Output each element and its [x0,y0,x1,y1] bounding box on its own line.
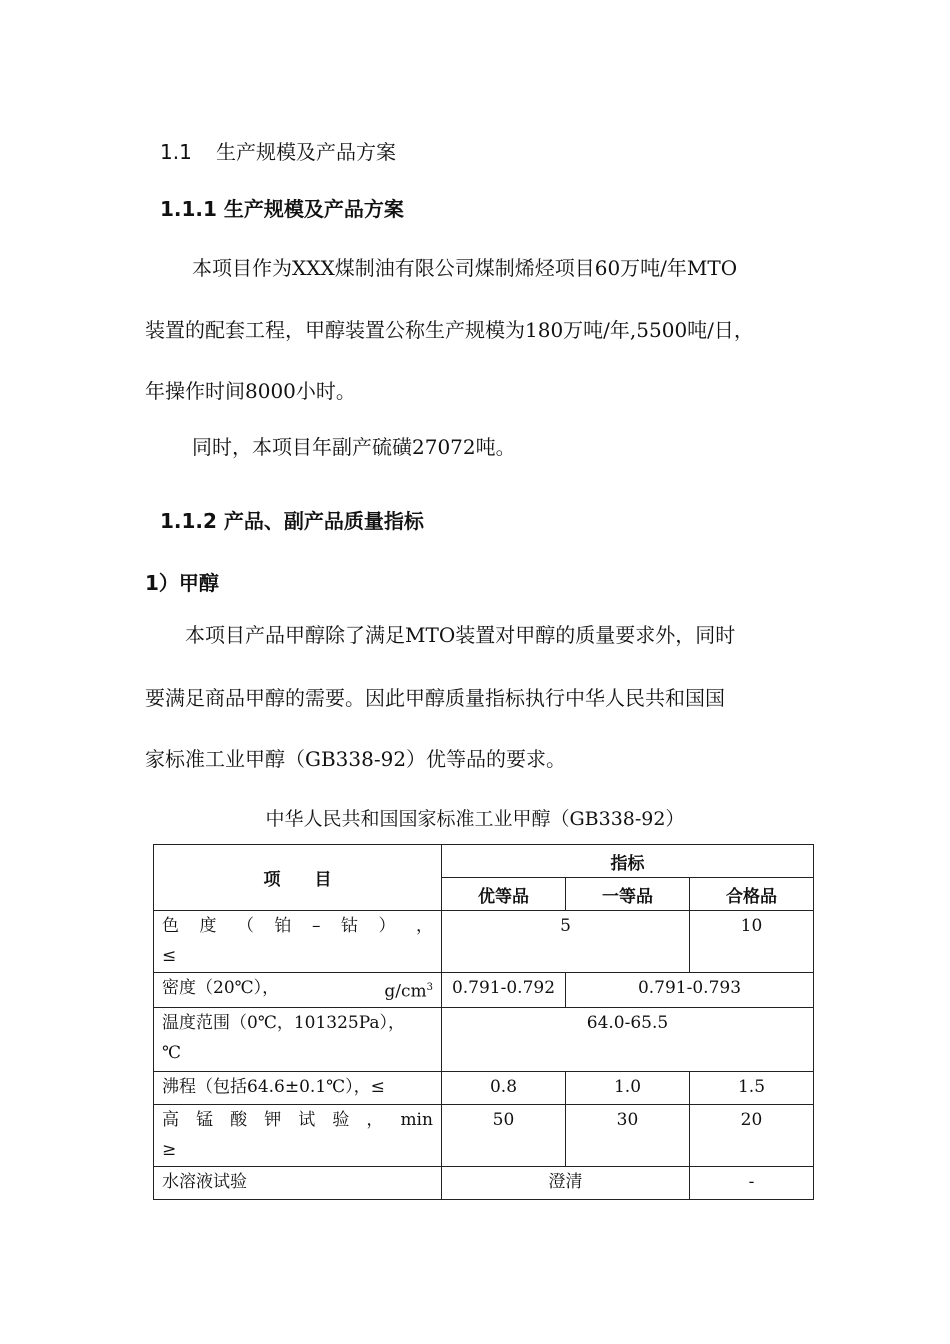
table-row [154,1071,814,1104]
paragraph-1-line-2: 装置的配套工程，甲醇装置公称生产规模为180万吨/年,5500吨/日， [145,318,754,342]
row-kmno4-word: 验 [332,1109,350,1130]
paragraph-1-line-3: 年操作时间8000小时。 [145,379,356,403]
header-item: 项 目 [154,845,442,911]
row-temp-value: 64.0-65.5 [442,1007,814,1071]
paragraph-3-line-1: 本项目产品甲醇除了满足MTO装置对甲醇的质量要求外，同时 [185,623,736,647]
header-grade-first: 一等品 [566,878,690,911]
row-boiling-value-3: 1.5 [690,1071,814,1104]
row-color-value-3: 10 [690,911,814,973]
section-heading [160,136,396,165]
table-row [154,911,814,973]
row-temp-label [154,1007,442,1071]
row-boiling-value-1: 0.8 [442,1071,566,1104]
row-kmno4-label [154,1104,442,1166]
table-row [154,1104,814,1166]
row-temp-line1: 温度范围（0℃，101325Pa）， [162,1012,406,1033]
row-kmno4-word: min [400,1109,433,1130]
row-kmno4-word: 钾 [264,1109,282,1130]
row-color-word: 度 [199,916,217,936]
row-density-line [162,973,433,1007]
row-density-unit [384,973,433,1007]
row-color-line1 [162,911,433,941]
row-density-name: 密度（20℃）， [162,978,280,998]
row-kmno4-value-3: 20 [690,1104,814,1166]
table-row [154,973,814,1008]
row-kmno4-value-1: 50 [442,1104,566,1166]
row-kmno4-line2: ≥ [162,1139,177,1160]
row-boiling-label: 沸程（包括64.6±0.1℃），≤ [154,1071,442,1104]
header-grade-premium: 优等品 [442,878,566,911]
density-unit-text: g/cm [384,981,427,1002]
section-title: 生产规模及产品方案 [216,140,396,164]
paragraph-3-line-3: 家标准工业甲醇（GB338-92）优等品的要求。 [145,747,567,771]
paragraph-2: 同时，本项目年副产硫磺27072吨。 [192,435,516,459]
row-boiling-value-2: 1.0 [566,1071,690,1104]
row-color-word: 钴 [341,916,358,936]
table-row [154,1166,814,1199]
row-color-word: ） [378,916,396,936]
row-density-label [154,973,442,1008]
row-solution-value-12: 澄清 [442,1166,690,1199]
methanol-spec-table [153,844,814,1200]
row-color-word: 色 [162,916,179,936]
row-kmno4-line1 [162,1105,433,1135]
row-density-value-1: 0.791-0.792 [442,973,566,1008]
row-kmno4-value-2: 30 [566,1104,690,1166]
table-row [154,1007,814,1071]
section-number: 1.1 [160,140,192,164]
row-temp-line2: ℃ [162,1042,182,1063]
density-unit-sup: 3 [426,982,433,993]
table-caption: 中华人民共和国国家标准工业甲醇（GB338-92） [265,808,685,830]
row-kmno4-word: 酸 [230,1109,248,1130]
row-kmno4-word: 锰 [196,1109,214,1130]
header-indicator: 指标 [442,845,814,878]
paragraph-1-line-1: 本项目作为XXX煤制油有限公司煤制烯烃项目60万吨/年MTO [192,256,738,280]
subsection-heading-1: 1.1.1 生产规模及产品方案 [160,197,404,221]
subsection-heading-2: 1.1.2 产品、副产品质量指标 [160,509,424,533]
row-solution-label: 水溶液试验 [154,1166,442,1199]
row-color-word: ， [416,916,433,936]
header-grade-qualified: 合格品 [690,878,814,911]
row-color-value-12: 5 [442,911,690,973]
row-color-word: – [312,916,321,936]
row-solution-value-3: - [690,1166,814,1199]
subsection-heading-3: 1）甲醇 [145,571,219,595]
table-header-row [154,845,814,878]
row-color-word: 铂 [274,916,292,936]
row-color-line2: ≤ [162,946,177,966]
row-color-word: （ [237,916,254,936]
row-kmno4-word: ， [366,1109,384,1130]
paragraph-3-line-2: 要满足商品甲醇的需要。因此甲醇质量指标执行中华人民共和国国 [145,686,725,710]
row-kmno4-word: 试 [298,1109,316,1130]
row-color-label [154,911,442,973]
row-kmno4-word: 高 [162,1109,179,1130]
row-density-value-23: 0.791-0.793 [566,973,814,1008]
